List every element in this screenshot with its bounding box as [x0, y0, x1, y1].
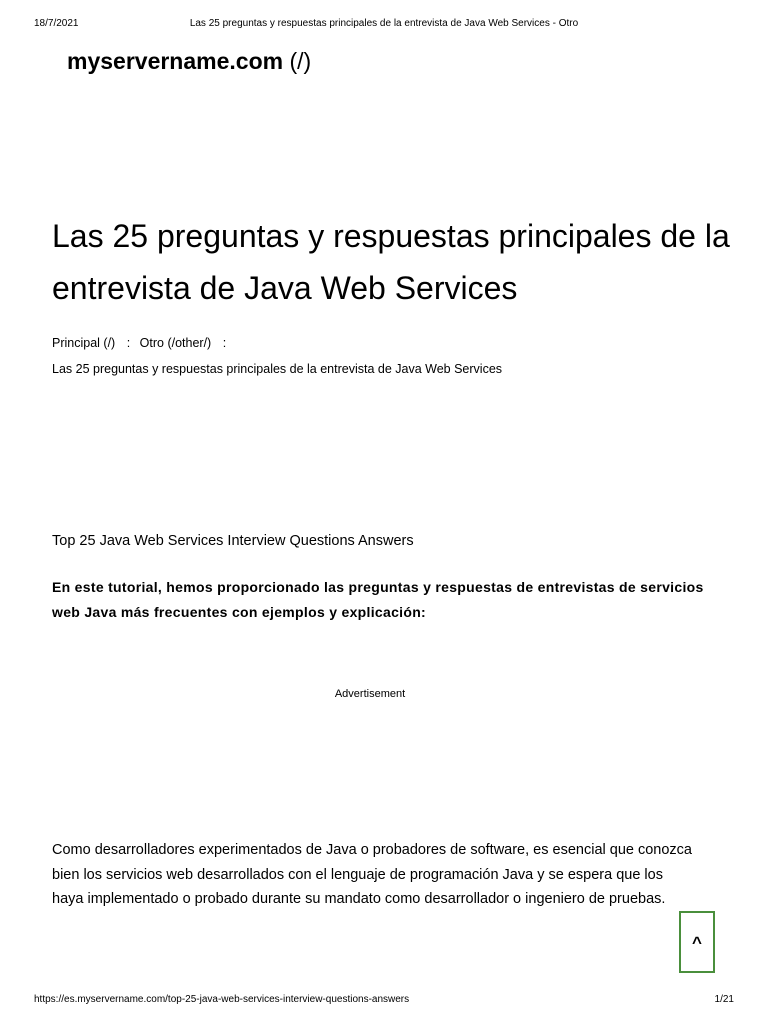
breadcrumb-separator: :: [222, 336, 227, 350]
print-header: [0, 17, 768, 31]
article-subtitle: Top 25 Java Web Services Interview Questions Answers: [52, 533, 414, 549]
breadcrumb-item-home[interactable]: Principal (/): [52, 336, 116, 350]
breadcrumb-current-page: Las 25 preguntas y respuestas principales de la entrevista de Java Web Services: [52, 362, 503, 376]
site-name-link[interactable]: myservername.com: [67, 48, 284, 74]
caret-up-icon: ^: [692, 933, 702, 952]
print-footer: [0, 993, 768, 1007]
breadcrumb-separator: :: [126, 336, 131, 350]
site-home-path: (/): [289, 48, 312, 74]
article-intro: En este tutorial, hemos proporcionado las preguntas y respuestas de entrevistas de servicios web Java más frecuentes con ejemplos y explicación:: [52, 579, 704, 620]
article-paragraph: Como desarrolladores experimentados de Java o probadores de software, es esencial que conozca bien los servicios web desarrollados con el lenguaje de programación Java y se espera que los haya implementado o probado durante su mandato como desarrollador o ingeniero de pruebas.: [52, 842, 692, 907]
site-header[interactable]: [67, 44, 311, 78]
breadcrumb: [52, 334, 232, 352]
breadcrumb-item-other[interactable]: Otro (/other/): [139, 336, 212, 350]
print-date: 18/7/2021: [34, 18, 79, 29]
print-page-title: Las 25 preguntas y respuestas principales de la entrevista de Java Web Services - Otro: [189, 18, 579, 29]
scroll-to-top-button[interactable]: [679, 911, 715, 973]
print-url: https://es.myservername.com/top-25-java-web-services-interview-questions-answers: [34, 994, 410, 1005]
article-title: Las 25 preguntas y respuestas principales de la entrevista de Java Web Services: [52, 218, 730, 306]
advertisement-label: Advertisement: [334, 688, 406, 700]
print-page-number: 1/21: [714, 994, 734, 1005]
